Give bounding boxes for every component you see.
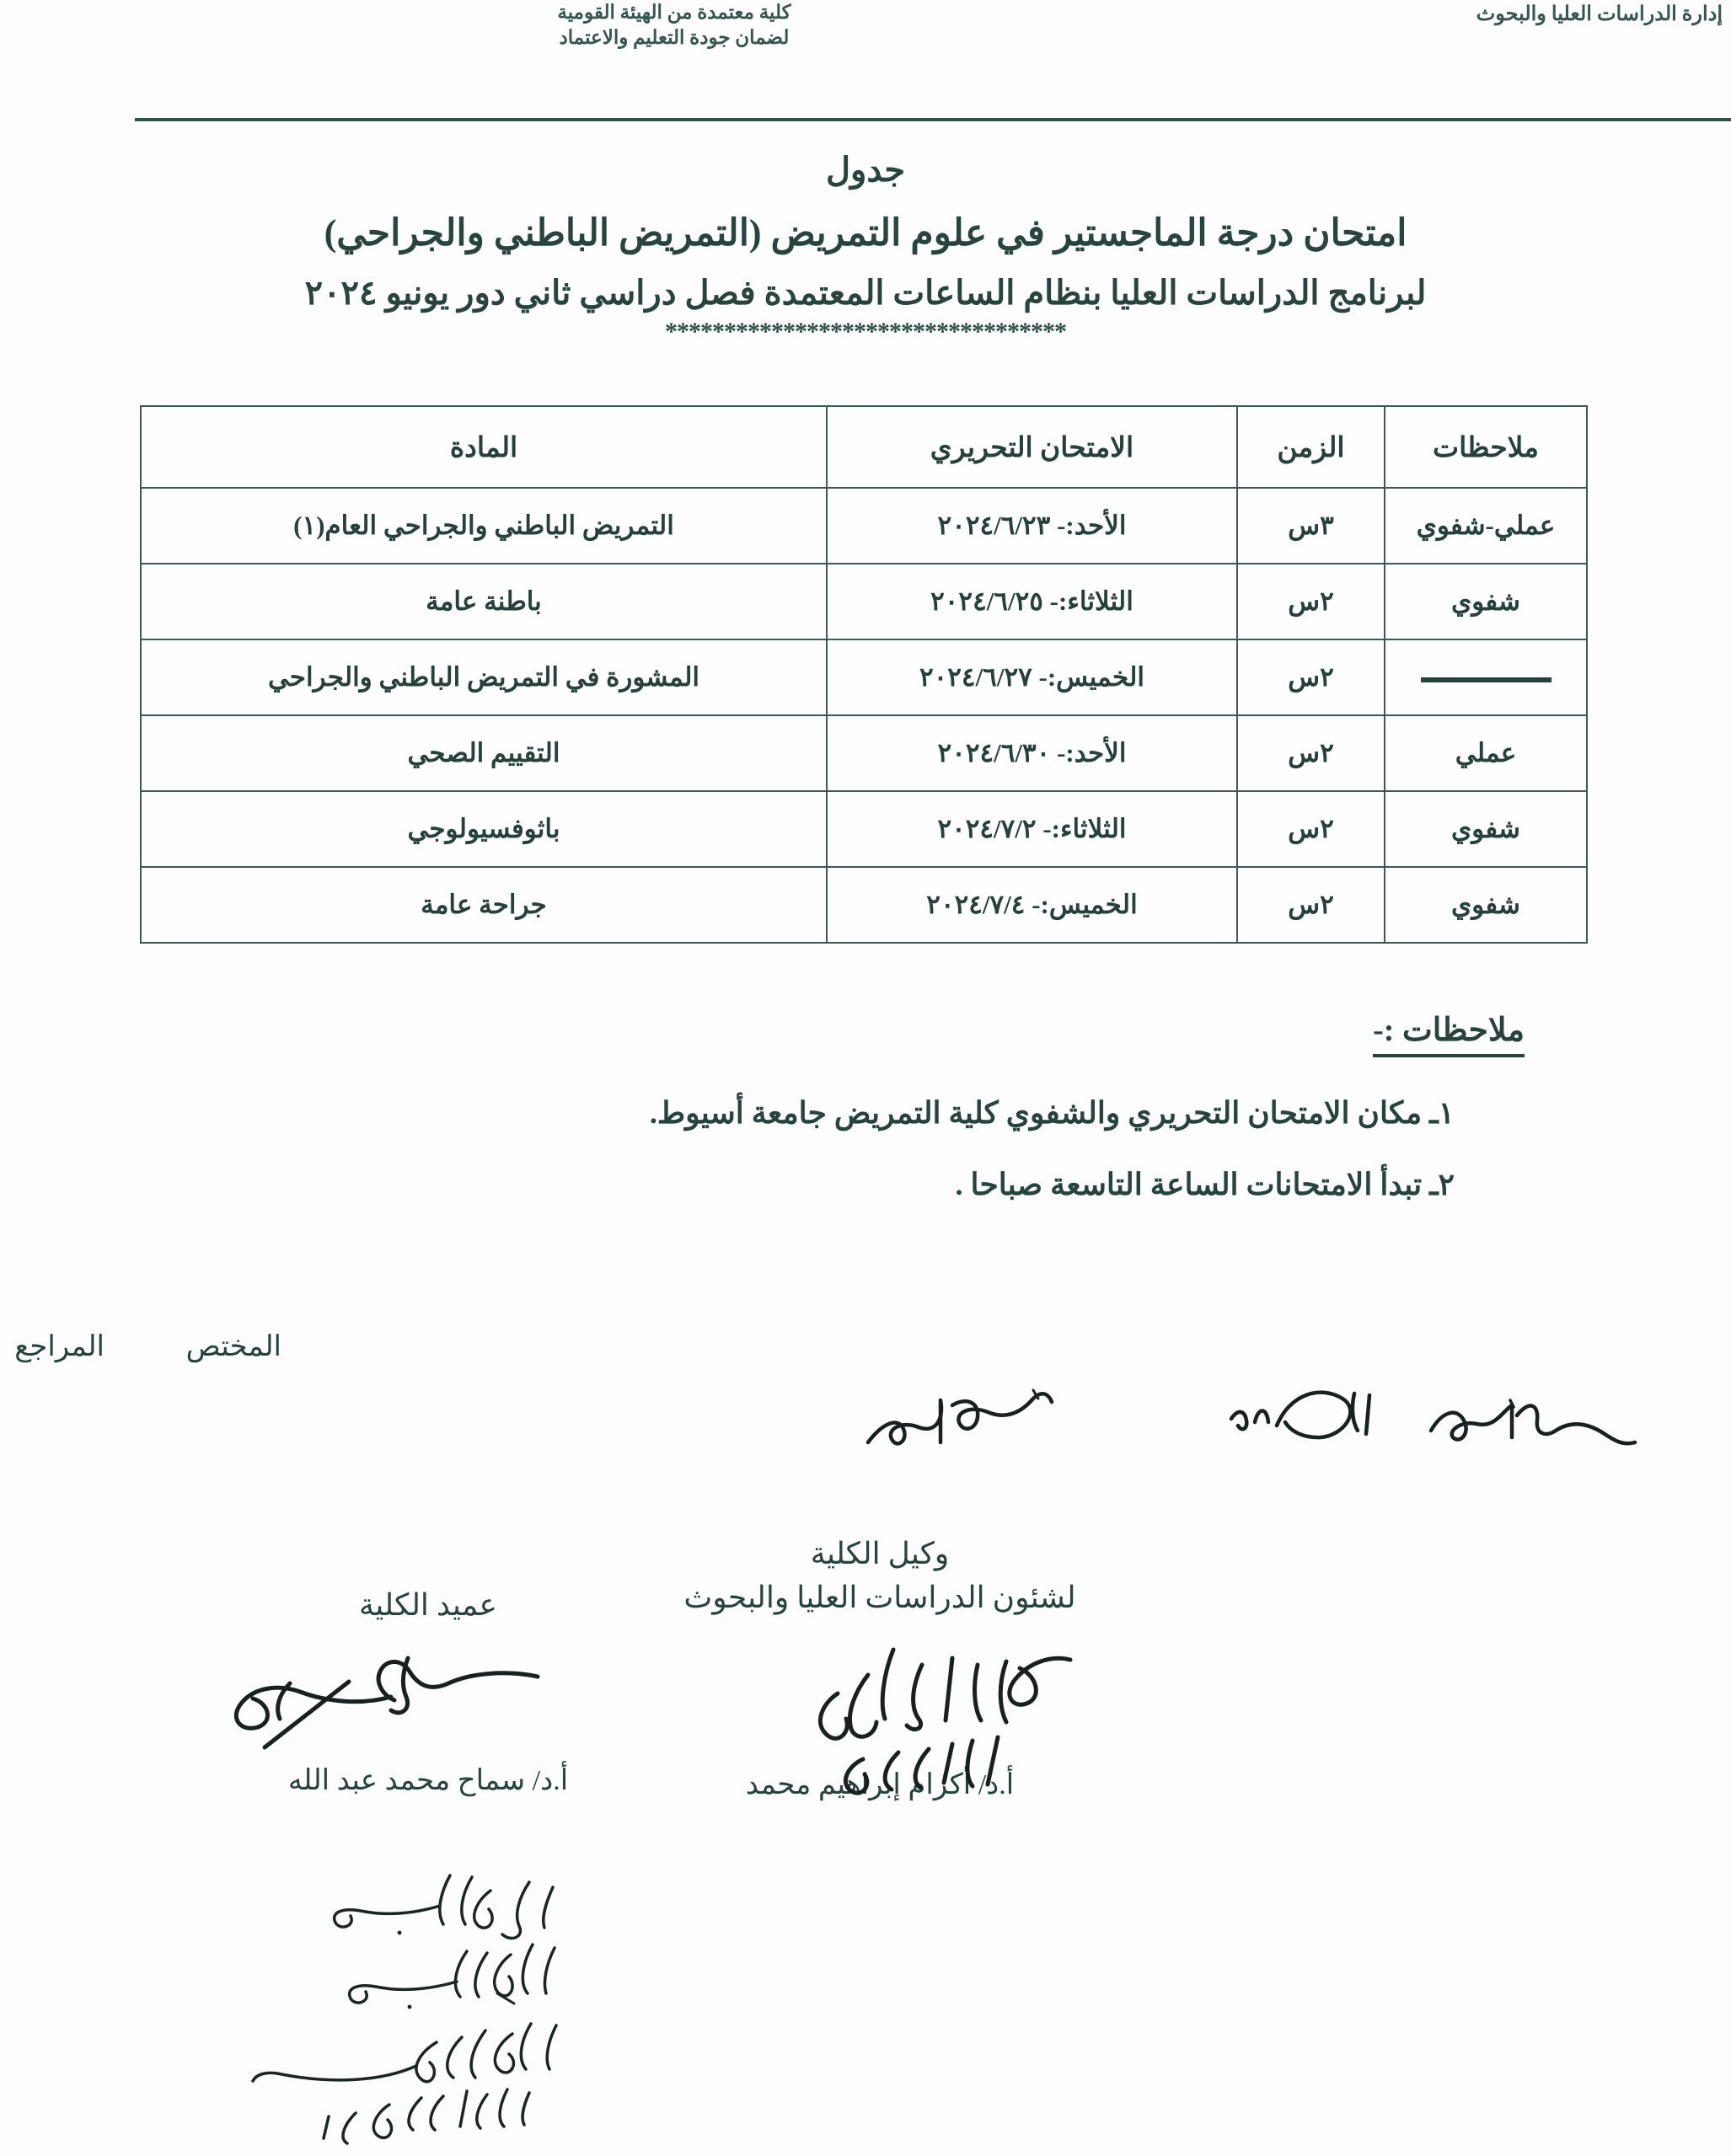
cell-date: الثلاثاء:- ٢٠٢٤/٦/٢٥ [827, 564, 1237, 639]
note-item-2: ٢ـ تبدأ الامتحانات الساعة التاسعة صباحا . [955, 1168, 1455, 1201]
header-department-label: إدارة الدراسات العليا والبحوث [1476, 3, 1723, 25]
vice-dean-signature-block [619, 1532, 1141, 1806]
vice-dean-title-line-2: لشئون الدراسات العليا والبحوث [683, 1581, 1076, 1615]
header-accreditation-block [497, 0, 851, 51]
cell-notes: عملي-شفوي [1385, 488, 1587, 564]
cell-date: الثلاثاء:- ٢٠٢٤/٧/٢ [827, 791, 1237, 867]
title-separator: ********************************** [665, 318, 1066, 345]
cell-date: الخميس:- ٢٠٢٤/٦/٢٧ [827, 639, 1237, 715]
cell-notes: شفوي [1385, 867, 1587, 943]
title-subtitle-program: لبرنامج الدراسات العليا بنظام الساعات المعتمدة فصل دراسي ثاني دور يونيو ٢٠٢٤ [304, 274, 1427, 312]
cell-date: الخميس:- ٢٠٢٤/٧/٤ [827, 867, 1237, 943]
table-row [141, 639, 1587, 715]
column-header-subject: المادة [141, 406, 827, 488]
signature-label-specialist: المختص [185, 1331, 281, 1362]
cell-time: ٢س [1237, 867, 1385, 943]
header-accreditation-line-2: لضمان جودة التعليم والاعتماد [559, 27, 790, 49]
cell-subject: التقييم الصحي [141, 715, 827, 791]
cell-date: الأحد:- ٢٠٢٤/٦/٢٣ [827, 488, 1237, 564]
notes-heading: ملاحظات :- [1373, 1011, 1525, 1057]
cell-subject: باثوفسيولوجي [141, 791, 827, 867]
dean-title: عميد الكلية [359, 1588, 497, 1622]
cell-subject: التمريض الباطني والجراحي العام(١) [141, 488, 827, 564]
column-header-written-exam: الامتحان التحريري [827, 406, 1237, 488]
cell-time: ٢س [1237, 791, 1385, 867]
signature-label-reviewer: المراجع [14, 1331, 105, 1362]
cell-notes: شفوي [1385, 791, 1587, 867]
vice-dean-name: أ.د/ أكرام إبراهيم محمد [745, 1769, 1015, 1801]
note-item-1: ١ـ مكان الامتحان التحريري والشفوي كلية التمريض جامعة أسيوط. [649, 1096, 1455, 1130]
header-divider-rule [135, 118, 1731, 121]
exam-schedule-table [140, 405, 1588, 944]
title-subtitle-degree: امتحان درجة الماجستير في علوم التمريض (التمريض الباطني والجراحي) [324, 212, 1407, 254]
cell-notes: عملي [1385, 715, 1587, 791]
cell-subject: جراحة عامة [141, 867, 827, 943]
table-row [141, 791, 1587, 867]
column-header-time: الزمن [1237, 406, 1385, 488]
cell-notes: شفوي [1385, 564, 1587, 639]
handwritten-annotation-block [219, 1845, 657, 2148]
cell-time: ٢س [1237, 715, 1385, 791]
header-accreditation-line-1: كلية معتمدة من الهيئة القومية [557, 2, 791, 23]
cell-subject: المشورة في التمريض الباطني والجراحي [141, 639, 827, 715]
dean-signature-block [217, 1584, 639, 1801]
handwritten-signature-director [860, 1380, 1070, 1460]
title-block [0, 150, 1731, 346]
cell-time: ٢س [1237, 564, 1385, 639]
cell-date: الأحد:- ٢٠٢٤/٦/٣٠ [827, 715, 1237, 791]
handwritten-signature-vice-dean [720, 1631, 1082, 1800]
page-title: جدول [825, 151, 906, 189]
column-header-notes: ملاحظات [1385, 406, 1587, 488]
table-header-row [141, 406, 1587, 488]
table-row [141, 867, 1587, 943]
handwritten-signature-reviewer [1226, 1378, 1403, 1454]
schedule-table-wrapper [142, 405, 1588, 944]
cell-time: ٣س [1237, 488, 1385, 564]
table-row [141, 488, 1587, 564]
cell-notes [1385, 639, 1587, 715]
handwritten-signature-specialist [1424, 1382, 1643, 1458]
cell-time: ٢س [1237, 639, 1385, 715]
table-row [141, 715, 1587, 791]
empty-notes-dash [1421, 677, 1551, 682]
dean-name: أ.د/ سماح محمد عبد الله [287, 1765, 569, 1797]
table-row [141, 564, 1587, 639]
handwritten-signature-dean [192, 1633, 555, 1759]
cell-subject: باطنة عامة [141, 564, 827, 639]
vice-dean-title-line-1: وكيل الكلية [810, 1537, 950, 1570]
